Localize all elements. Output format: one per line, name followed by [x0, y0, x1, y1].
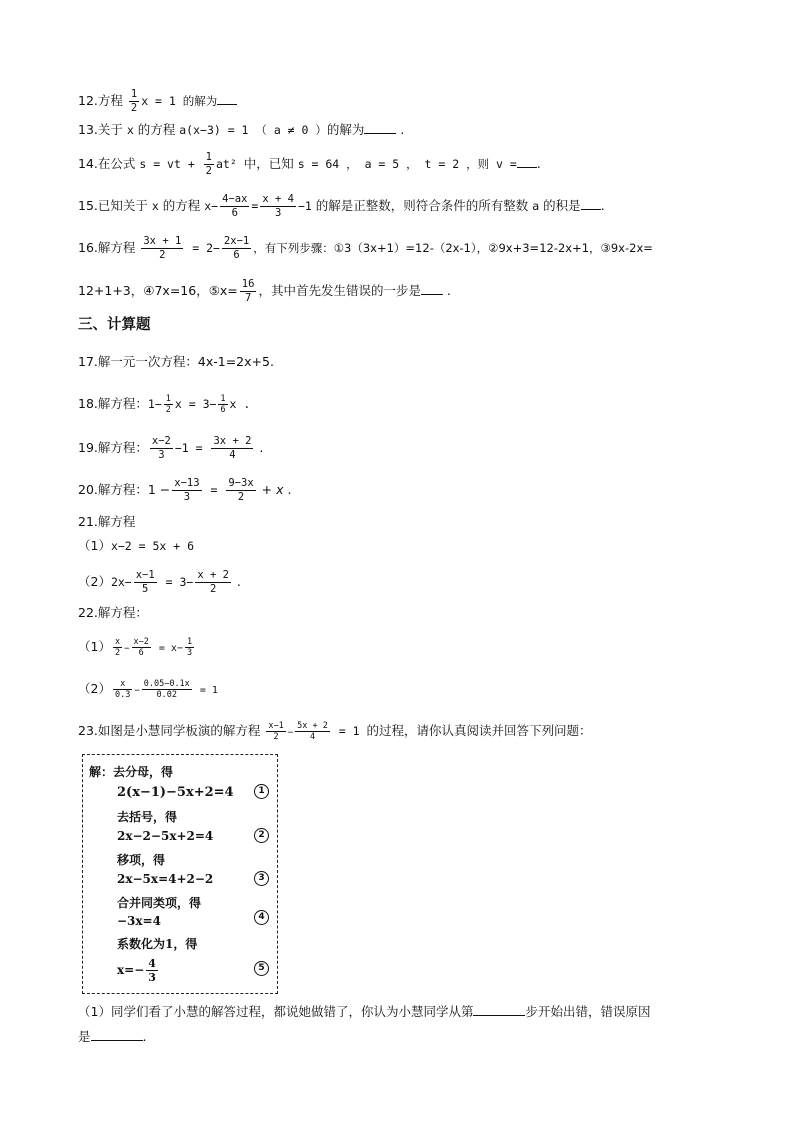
q23-1-mid: 步开始出错，错误原因: [525, 1004, 651, 1019]
q21-p1-equation: x−2 = 5x + 6: [110, 539, 195, 553]
q16-num-3: 16: [241, 278, 255, 290]
q19-fraction-2: [211, 435, 253, 462]
question-13: [78, 121, 404, 139]
q21-fraction-2: [195, 569, 231, 596]
q20-c: .: [283, 482, 292, 497]
q15-num-1: 4−ax: [222, 193, 248, 205]
q20-x: x: [276, 482, 284, 497]
q15-x: x−: [204, 199, 219, 213]
q18-c: x .: [229, 397, 251, 411]
q15-den-2: 3: [274, 207, 282, 219]
q23-text: 23.如图是小慧同学板演的解方程: [78, 723, 265, 738]
question-17: 17.解一元一次方程：4x-1=2x+5.: [78, 354, 274, 369]
q15-fraction-1: [220, 193, 249, 220]
q21-a: 2x−: [110, 575, 132, 589]
q23-1-end: .: [142, 1029, 147, 1044]
board-final-num: 4: [148, 957, 156, 970]
q23-1-text: （1）同学们看了小慧的解答过程，都说她做错了，你认为小慧同学从第: [78, 1004, 474, 1019]
q14-fraction: [204, 151, 214, 178]
solution-board-image: [82, 754, 278, 994]
q22-num-5: 0.05−0.1x: [143, 679, 190, 689]
question-15: [78, 193, 605, 220]
q15-text: 15.已知关于: [78, 198, 152, 213]
q13-text: 13.关于: [78, 122, 127, 137]
q12-fraction: [129, 88, 139, 115]
q13-answer-blank[interactable]: [364, 121, 396, 134]
q22-num-4: x: [113, 679, 132, 690]
board-line-2: 2(x−1)−5x+2=4: [117, 785, 234, 800]
q16-tail: ，其中首先发生错误的一步是: [258, 283, 421, 298]
q21-b: = 3−: [158, 575, 194, 589]
question-20: [78, 477, 291, 504]
q16-fraction-1: [141, 235, 183, 262]
question-21-part-1: [78, 537, 194, 555]
q22-num-1: x: [114, 637, 121, 647]
q23-1-step-blank[interactable]: [473, 1003, 525, 1016]
q23-num-2: 5x + 2: [297, 721, 328, 731]
step-5-marker: 5: [254, 961, 269, 976]
q22-b: = x−: [152, 643, 183, 654]
question-16-line-2: [78, 278, 451, 305]
question-16: [78, 235, 653, 262]
question-22-part-1: [78, 637, 196, 658]
board-line-10: [117, 957, 160, 984]
q20-den-2: 2: [237, 491, 245, 503]
q22-p1-label: （1）: [78, 639, 111, 654]
q16-num-1: 3x + 1: [143, 235, 182, 247]
q23-post: 的过程，请你认真阅读并回答下列问题：: [366, 723, 592, 738]
q15-minus-one: −1: [297, 199, 312, 213]
q18-text: 18.解方程：: [78, 396, 148, 411]
q16-answer-blank[interactable]: [421, 282, 443, 295]
q18-den-1: 2: [165, 405, 171, 415]
q15-num-2: x + 4: [262, 193, 294, 205]
q19-fraction-1: [150, 435, 173, 462]
q23-num-1: x−1: [268, 721, 284, 731]
q23-1-line2: 是: [78, 1029, 91, 1044]
question-18: [78, 394, 250, 415]
q20-num-2: 9−3x: [228, 477, 254, 489]
q13-mid: 的方程: [133, 122, 180, 137]
q23-1-reason-blank[interactable]: [91, 1028, 143, 1041]
q22-fraction-1: [113, 637, 122, 658]
q15-answer-blank[interactable]: [581, 197, 601, 210]
question-23: [78, 721, 592, 742]
q18-fraction-1: [164, 394, 173, 415]
q16-eq: = 2−: [185, 241, 220, 255]
q21-den-1: 5: [142, 583, 149, 595]
step-4-marker: 4: [254, 910, 269, 925]
q22-fraction-5: [142, 679, 192, 700]
board-final-fraction: [146, 957, 158, 984]
q18-a: 1−: [147, 397, 162, 411]
q14-num: 1: [205, 151, 212, 163]
q20-den-1: 3: [183, 491, 191, 503]
q22-den-4: 0.3: [114, 690, 131, 700]
q19-a: −1 =: [174, 441, 210, 455]
q13-equation: a(x−3) = 1 （ a ≠ 0 ）: [179, 123, 327, 137]
section-heading: 三、计算题: [78, 317, 151, 333]
q20-a: =: [203, 483, 225, 497]
q13-post: 的解为: [326, 122, 365, 137]
q18-num-1: 1: [165, 394, 171, 404]
q14-den: 2: [205, 165, 212, 177]
q14-eq2: at²: [216, 157, 244, 171]
q23-fraction-1: [266, 721, 285, 742]
question-12: [78, 88, 237, 115]
q22-den-5: 0.02: [156, 690, 177, 700]
q21-num-2: x + 2: [197, 569, 229, 581]
q14-eq1: s = vt +: [139, 157, 202, 171]
q21-p1-label: （1）: [78, 538, 111, 553]
question-22-part-2: [78, 679, 218, 700]
q14-text: 14.在公式: [78, 156, 140, 171]
step-1-marker: 1: [254, 784, 269, 799]
q18-fraction-2: [218, 394, 227, 415]
q15-tail: 的积是: [539, 198, 581, 213]
q20-num-1: x−13: [174, 477, 200, 489]
q16-fraction-3: [240, 278, 257, 305]
q16-steps: ，有下列步骤：①3（3x+1）=12-（2x-1），②9x+3=12-2x+1，③9x-2x=: [253, 241, 653, 255]
q21-num-1: x−1: [135, 569, 155, 581]
q22-num-2: x−2: [133, 637, 149, 647]
q16-den-1: 2: [159, 249, 166, 261]
q15-a: a: [532, 199, 540, 213]
board-line-4: 2x−2−5x+2=4: [117, 829, 214, 843]
step-2-marker: 2: [254, 828, 269, 843]
q13-var: x: [126, 123, 134, 137]
q21-den-2: 2: [209, 583, 217, 595]
q12-text: 12.方程: [78, 93, 127, 108]
q23-den-1: 2: [273, 732, 279, 742]
q15-den-1: 6: [231, 207, 238, 219]
q22-den-3: 3: [186, 648, 193, 658]
q22-den-2: 6: [138, 648, 144, 658]
q18-num-2: 1: [220, 394, 226, 404]
q14-values: s = 64 ， a = 5 ， t = 2 ，则 v =: [297, 157, 517, 171]
board-line-7: 合并同类项，得: [117, 896, 202, 910]
q16-den-2: 6: [233, 249, 240, 261]
q19-c: .: [255, 440, 264, 455]
q22-minus-2: −: [134, 686, 140, 696]
q22-num-3: 1: [186, 637, 193, 647]
question-23-part-1: [78, 1003, 650, 1021]
q22-fraction-3: [185, 637, 194, 658]
q12-equation: x = 1 的解为: [141, 94, 218, 108]
q21-c: .: [232, 574, 241, 589]
q22-fraction-4: [113, 679, 132, 700]
q15-fraction-2: [260, 193, 296, 220]
board-line-5: 移项，得: [117, 853, 166, 867]
q16-steps-2: 12+1+3，④7x=16，⑤x=: [78, 283, 238, 298]
q16-end: .: [442, 283, 451, 298]
q15-end: .: [600, 198, 605, 213]
q16-num-2: 2x−1: [223, 235, 250, 247]
board-final-den: 3: [148, 971, 156, 984]
question-22-title: 22.解方程：: [78, 605, 148, 620]
q19-num-1: x−2: [151, 435, 171, 447]
q23-den-2: 4: [309, 732, 316, 742]
q14-mid: 中，已知: [243, 156, 298, 171]
q15-var: x: [151, 199, 159, 213]
q16-text: 16.解方程: [78, 240, 140, 255]
question-14: [78, 151, 541, 178]
q22-den-1: 2: [114, 648, 121, 658]
q14-answer-blank[interactable]: [517, 155, 537, 168]
board-line-3: 去括号，得: [117, 810, 178, 824]
q21-p2-label: （2）: [78, 574, 111, 589]
q19-den-2: 4: [229, 449, 236, 461]
q19-den-1: 3: [158, 449, 165, 461]
question-19: [78, 435, 263, 462]
q23-fraction-2: [295, 721, 330, 742]
board-line-8: −3x=4: [117, 914, 161, 928]
q15-mid: 的方程: [158, 198, 205, 213]
q12-answer-blank[interactable]: [217, 92, 237, 105]
board-line-1: 解：去分母，得: [89, 765, 174, 779]
q16-den-3: 7: [244, 292, 252, 304]
q21-fraction-1: [134, 569, 157, 596]
board-x-equals: x=−: [117, 963, 145, 977]
q18-b: x = 3−: [174, 397, 217, 411]
question-21-part-2: [78, 569, 241, 596]
question-21-title: 21.解方程: [78, 514, 136, 529]
q13-tail: .: [396, 122, 405, 137]
q19-num-2: 3x + 2: [213, 435, 252, 447]
q20-text: 20.解方程：1 −: [78, 482, 171, 497]
q22-fraction-2: [132, 637, 151, 658]
q22-minus: −: [124, 644, 130, 654]
q20-fraction-1: [172, 477, 201, 504]
q12-den: 2: [130, 102, 138, 114]
question-23-part-1-line-2: [78, 1028, 147, 1046]
q20-fraction-2: [226, 477, 255, 504]
q15-post: 的解是正整数，则符合条件的所有整数: [311, 198, 533, 213]
q22-p2-label: （2）: [78, 681, 111, 696]
q19-text: 19.解方程：: [78, 440, 148, 455]
board-line-9: 系数化为1，得: [117, 937, 198, 951]
q23-eq: = 1: [331, 724, 367, 738]
q18-den-2: 6: [220, 405, 226, 415]
q20-b: +: [257, 482, 277, 497]
board-line-6: 2x−5x=4+2−2: [117, 872, 214, 886]
q23-minus: −: [287, 728, 294, 738]
q12-num: 1: [130, 88, 138, 100]
q16-fraction-2: [222, 235, 251, 262]
q14-tail: .: [536, 156, 541, 171]
step-3-marker: 3: [254, 871, 269, 886]
q22-c: = 1: [193, 685, 218, 696]
q15-eq: =: [251, 199, 259, 213]
